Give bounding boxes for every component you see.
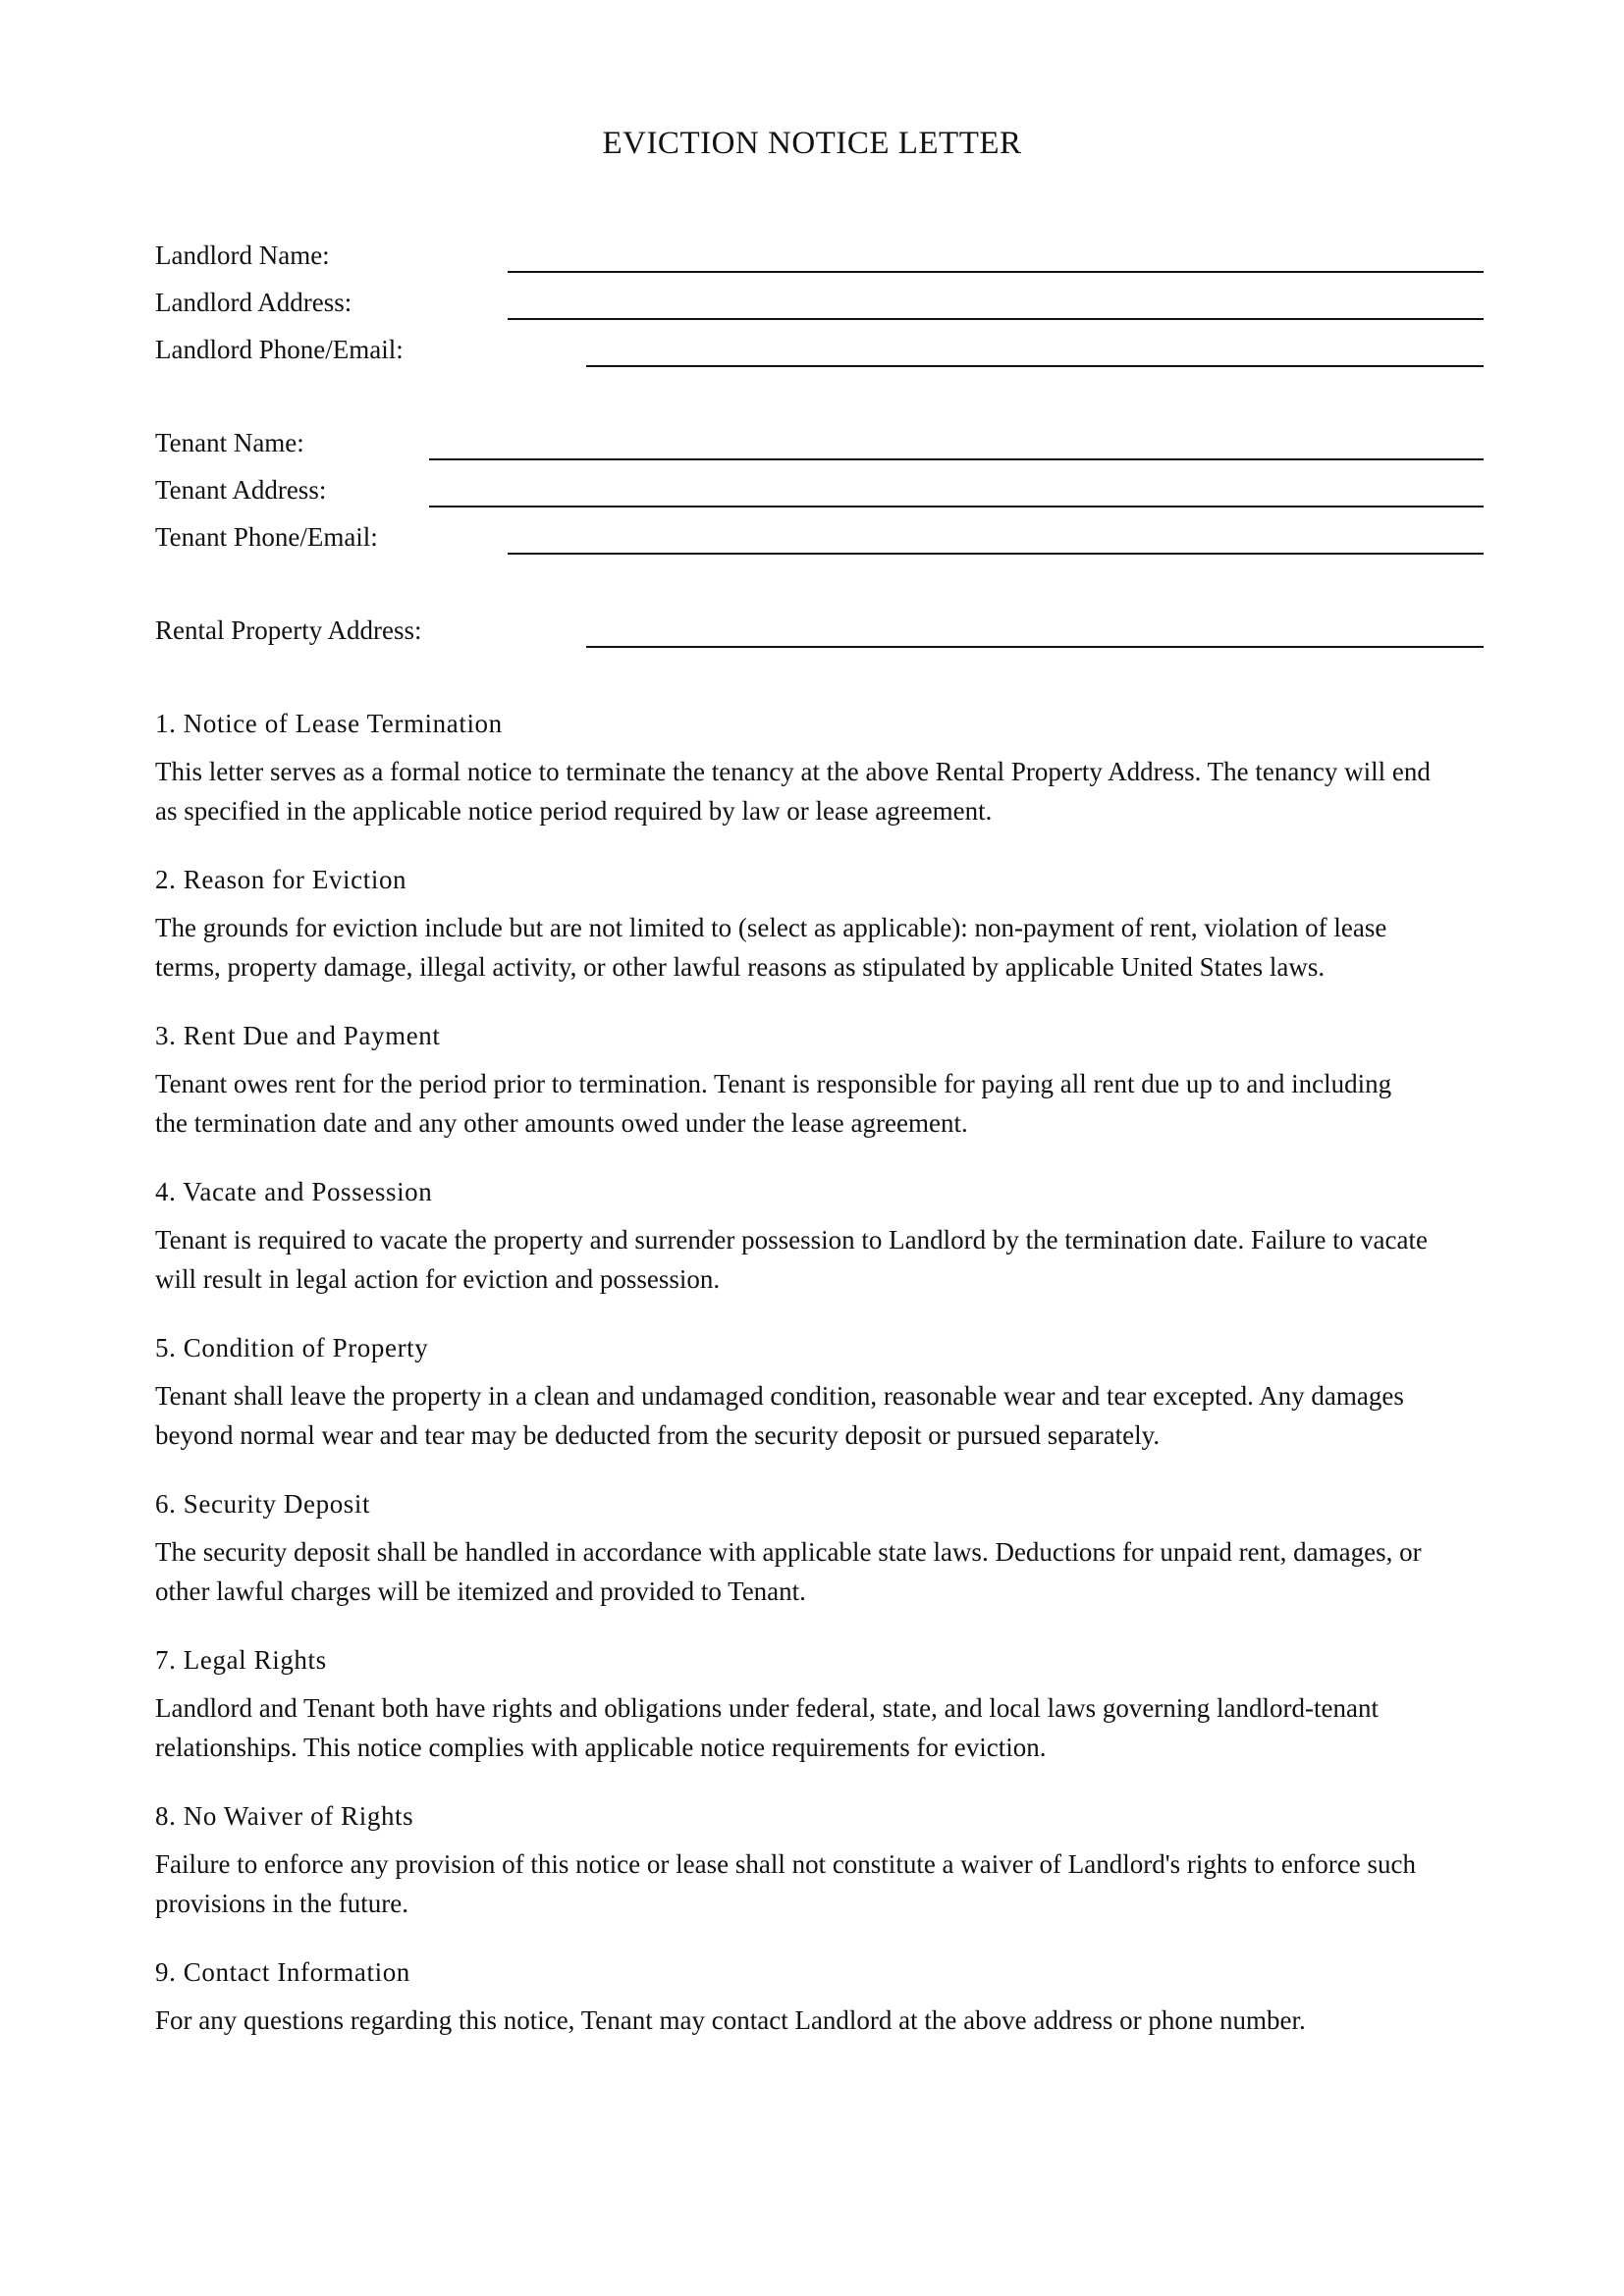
section-line: Landlord and Tenant both have rights and obligations under federal, state, and local laws governing landlord-tenant [155, 1693, 1379, 1723]
document-title: EVICTION NOTICE LETTER [602, 126, 1022, 161]
section-body [155, 2001, 1489, 2040]
section-body [155, 1688, 1489, 1767]
section-body [155, 1376, 1489, 1455]
section-body [155, 908, 1489, 987]
section-body [155, 1220, 1489, 1299]
section-line: other lawful charges will be itemized and provided to Tenant. [155, 1576, 806, 1606]
section-line: relationships. This notice complies with applicable notice requirements for eviction. [155, 1733, 1047, 1762]
landlord-contact-field[interactable] [586, 365, 1484, 367]
section-heading: 3. Rent Due and Payment [155, 1021, 441, 1050]
section-line: the termination date and any other amounts owed under the lease agreement. [155, 1108, 968, 1138]
section-line: provisions in the future. [155, 1889, 408, 1918]
section-heading: 8. No Waiver of Rights [155, 1801, 414, 1831]
section-line: Failure to enforce any provision of this notice or lease shall not constitute a waiver of Landlord's rights to enforce such [155, 1849, 1417, 1879]
landlord-name-label: Landlord Name: [155, 240, 330, 270]
section-reason-for-eviction [155, 863, 1489, 987]
section-heading: 2. Reason for Eviction [155, 865, 407, 894]
property-address-field[interactable] [586, 646, 1484, 648]
section-heading: 1. Notice of Lease Termination [155, 709, 503, 738]
section-vacate-possession [155, 1175, 1489, 1299]
section-heading: 5. Condition of Property [155, 1333, 429, 1362]
section-body [155, 1532, 1489, 1611]
section-line: Tenant is required to vacate the property and surrender possession to Landlord by the termination date. Failure to vacate [155, 1225, 1428, 1255]
tenant-address-field[interactable] [429, 506, 1484, 507]
landlord-name-field[interactable] [508, 271, 1484, 273]
property-address-label: Rental Property Address: [155, 615, 422, 645]
section-line: terms, property damage, illegal activity, or other lawful reasons as stipulated by applicable United States laws. [155, 952, 1326, 982]
section-heading: 6. Security Deposit [155, 1489, 371, 1519]
section-line: beyond normal wear and tear may be deducted from the security deposit or pursued separately. [155, 1420, 1161, 1450]
section-no-waiver [155, 1799, 1489, 1923]
landlord-address-field[interactable] [508, 318, 1484, 320]
tenant-name-field[interactable] [429, 458, 1484, 460]
section-line: The security deposit shall be handled in accordance with applicable state laws. Deductions for unpaid rent, damages, or [155, 1537, 1422, 1567]
section-line: Tenant owes rent for the period prior to termination. Tenant is responsible for paying all rent due up to and including [155, 1069, 1392, 1098]
section-contact-information [155, 1955, 1489, 2040]
tenant-address-label: Tenant Address: [155, 475, 327, 505]
section-line: This letter serves as a formal notice to terminate the tenancy at the above Rental Property Address. The tenancy will end [155, 757, 1431, 786]
section-line: For any questions regarding this notice, Tenant may contact Landlord at the above address or phone number. [155, 2005, 1306, 2035]
tenant-contact-label: Tenant Phone/Email: [155, 522, 378, 552]
tenant-contact-field[interactable] [508, 553, 1484, 555]
section-body [155, 1844, 1489, 1923]
section-lease-termination [155, 707, 1489, 830]
section-security-deposit [155, 1487, 1489, 1611]
section-condition-of-property [155, 1331, 1489, 1455]
section-line: as specified in the applicable notice period required by law or lease agreement. [155, 796, 993, 826]
section-line: will result in legal action for eviction and possession. [155, 1264, 721, 1294]
section-body [155, 752, 1489, 830]
section-heading: 9. Contact Information [155, 1957, 410, 1987]
landlord-contact-label: Landlord Phone/Email: [155, 335, 404, 364]
section-heading: 4. Vacate and Possession [155, 1177, 433, 1206]
section-body [155, 1064, 1489, 1143]
tenant-name-label: Tenant Name: [155, 428, 304, 457]
section-rent-due [155, 1019, 1489, 1143]
section-heading: 7. Legal Rights [155, 1645, 327, 1675]
landlord-address-label: Landlord Address: [155, 288, 352, 317]
section-line: Tenant shall leave the property in a clean and undamaged condition, reasonable wear and tear excepted. Any damages [155, 1381, 1404, 1411]
section-line: The grounds for eviction include but are not limited to (select as applicable): non-payment of rent, violation of lease [155, 913, 1387, 942]
section-legal-rights [155, 1643, 1489, 1767]
